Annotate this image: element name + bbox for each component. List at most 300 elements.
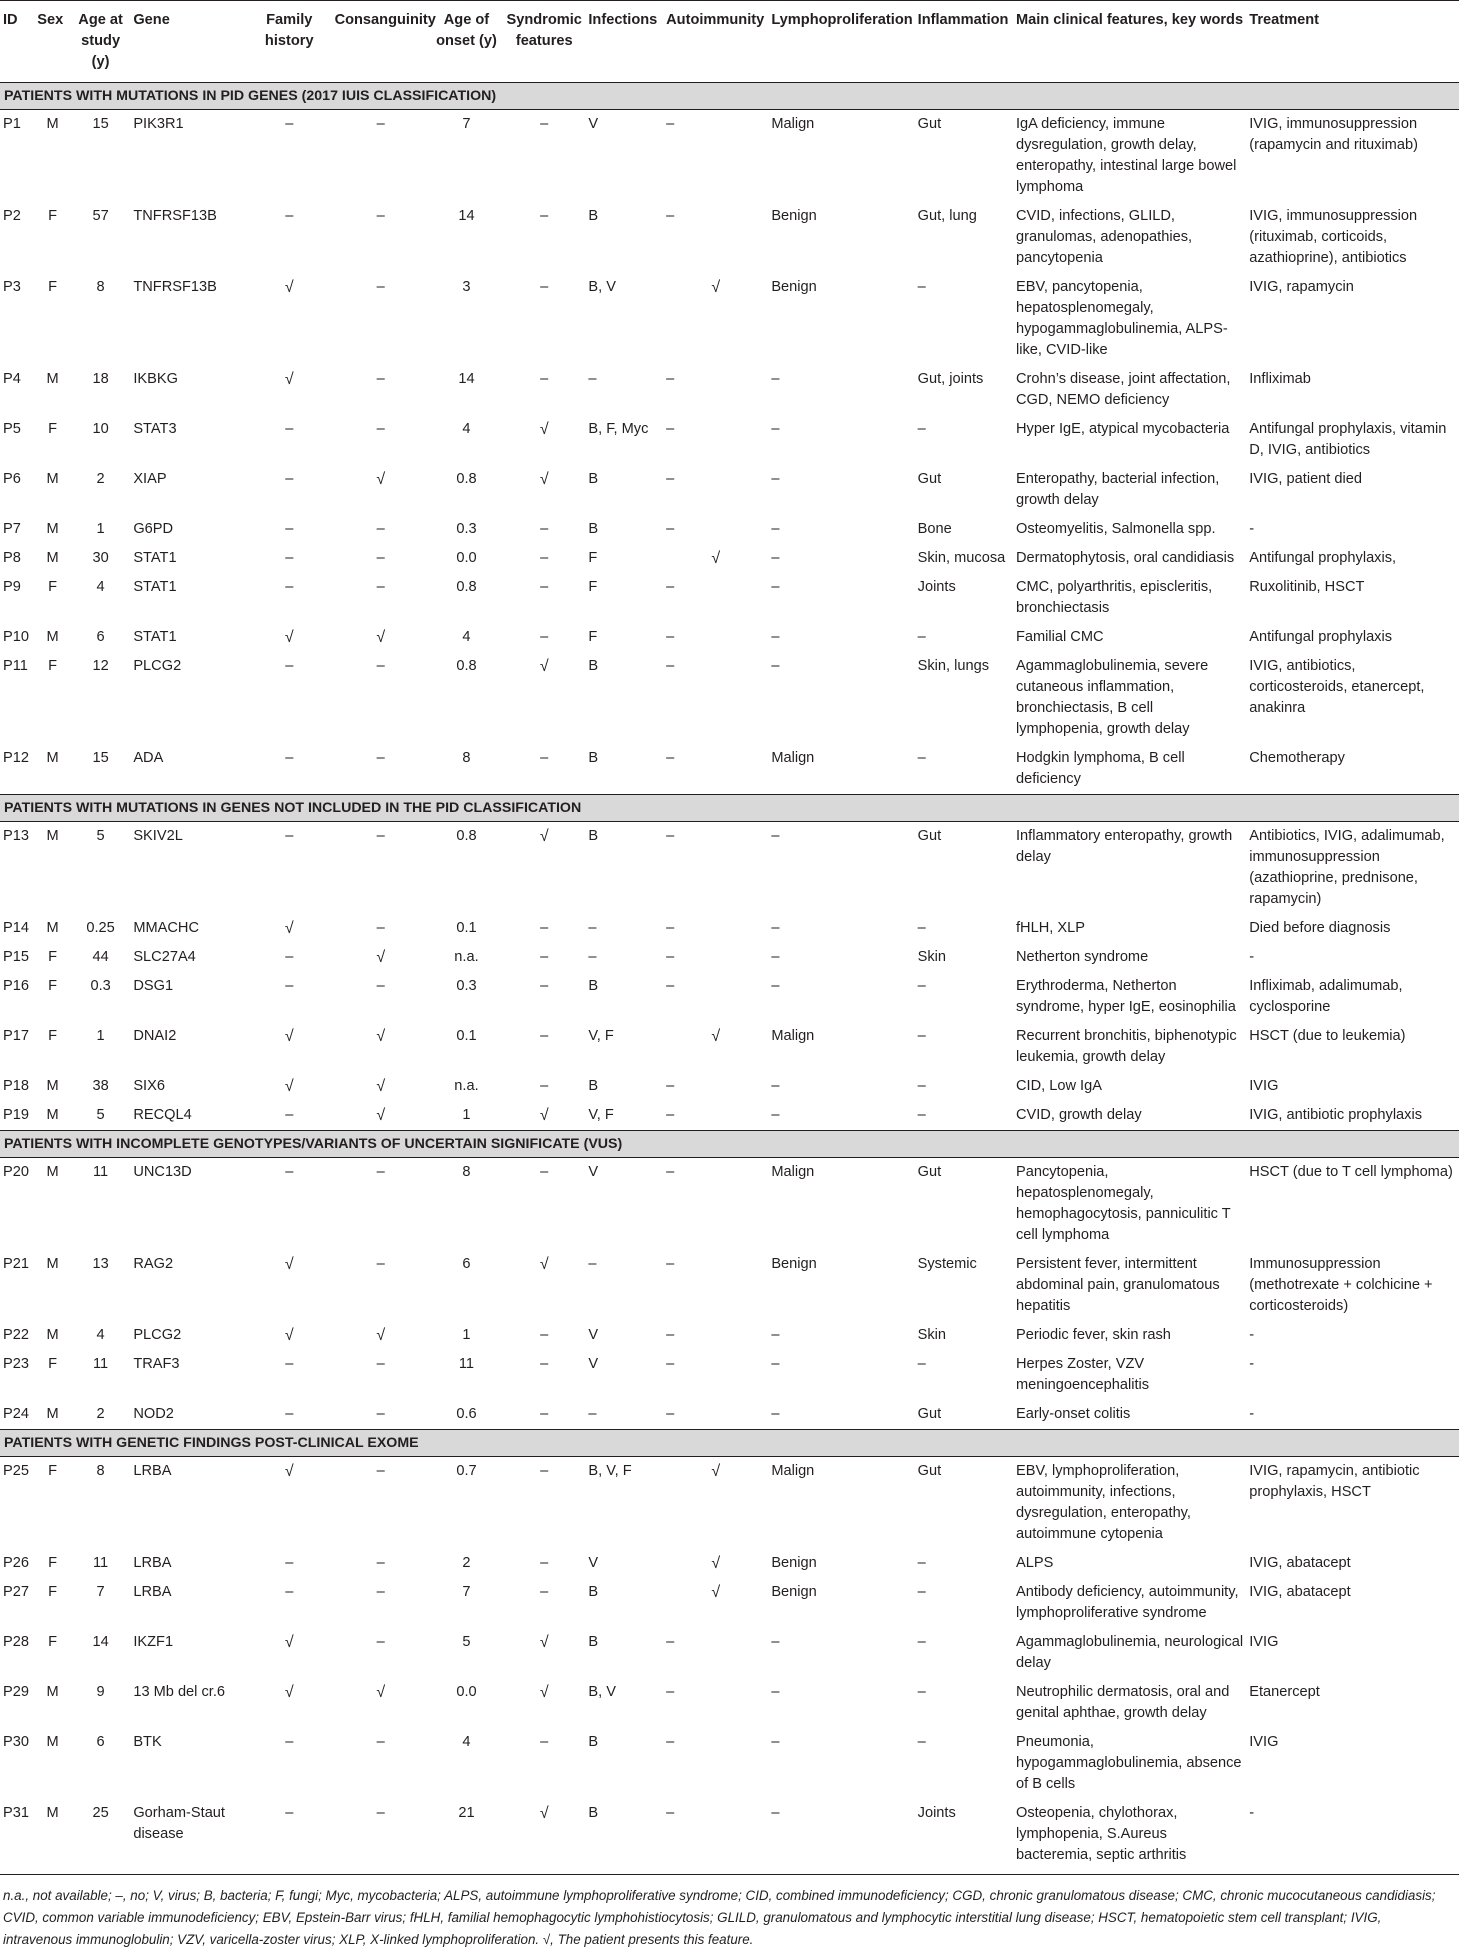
- cell-infections: –: [588, 920, 597, 936]
- cell-age-of-onset: 1: [462, 1327, 471, 1343]
- cell-infections: B: [588, 471, 599, 487]
- table-header: [0, 1, 1459, 83]
- cell-treatment: -: [1249, 949, 1255, 965]
- cell-age-at-study: 12: [92, 658, 109, 674]
- cell-id: P7: [3, 521, 21, 537]
- cell-age-of-onset: 1: [462, 1107, 471, 1123]
- cell-age-at-study: 30: [92, 550, 109, 566]
- cell-gene: PLCG2: [133, 1327, 182, 1343]
- table-row: [0, 1578, 1459, 1628]
- cell-treatment: IVIG, rapamycin, antibiotic prophylaxis, HSCT: [1249, 1463, 1420, 1500]
- cell-inflammation: Gut, lung: [917, 208, 977, 224]
- cell-gene: SLC27A4: [133, 949, 196, 965]
- cell-consanguinity: –: [376, 920, 385, 936]
- cell-main-clinical-features: Hyper IgE, atypical mycobacteria: [1015, 421, 1230, 437]
- cell-infections: B: [588, 750, 599, 766]
- section-header-row: [0, 83, 1459, 110]
- cell-family-history: –: [247, 1799, 332, 1875]
- cell-age-of-onset: 2: [462, 1555, 471, 1571]
- cell-family-history: √: [284, 1327, 294, 1344]
- cell-age-at-study: 14: [92, 1634, 109, 1650]
- cell-autoimmunity: –: [666, 471, 675, 487]
- cell-id: P14: [3, 920, 29, 936]
- cell-consanguinity: –: [376, 658, 385, 674]
- cell-id: P22: [3, 1327, 29, 1343]
- cell-id: P16: [3, 978, 29, 994]
- cell-consanguinity: –: [376, 371, 385, 387]
- cell-gene: XIAP: [133, 471, 167, 487]
- cell-infections: B: [585, 1799, 663, 1875]
- cell-lymphoproliferation: –: [771, 658, 780, 674]
- cell-syndromic-features: –: [540, 1463, 549, 1479]
- cell-syndromic-features: –: [540, 978, 549, 994]
- cell-syndromic-features: –: [540, 521, 549, 537]
- cell-sex: M: [46, 920, 59, 936]
- cell-main-clinical-features: CVID, infections, GLILD, granulomas, adenopathies, pancytopenia: [1015, 208, 1193, 266]
- cell-treatment: HSCT (due to T cell lymphoma): [1249, 1164, 1453, 1180]
- cell-age-at-study: 8: [96, 279, 105, 295]
- cell-consanguinity: –: [376, 1463, 385, 1479]
- cell-main-clinical-features: CID, Low IgA: [1015, 1078, 1102, 1094]
- cell-id: P5: [3, 421, 21, 437]
- cell-age-at-study: 11: [93, 1164, 109, 1180]
- cell-gene: PLCG2: [133, 658, 182, 674]
- cell-infections: B: [588, 521, 599, 537]
- cell-main-clinical-features: Inflammatory enteropathy, growth delay: [1015, 828, 1233, 865]
- cell-age-of-onset: 0.3: [456, 521, 477, 537]
- cell-sex: F: [48, 208, 58, 224]
- cell-syndromic-features: –: [540, 920, 549, 936]
- cell-id: P11: [3, 658, 28, 674]
- cell-age-of-onset: 4: [462, 1734, 471, 1750]
- cell-family-history: √: [284, 920, 294, 937]
- cell-infections: B: [588, 1584, 599, 1600]
- cell-gene: MMACHC: [133, 920, 199, 936]
- table-row: [0, 1072, 1459, 1101]
- cell-lymphoproliferation: –: [771, 920, 780, 936]
- cell-autoimmunity: –: [666, 828, 675, 844]
- header-infections: Infections: [585, 1, 663, 83]
- cell-treatment: Antifungal prophylaxis, vitamin D, IVIG, antibiotics: [1249, 421, 1447, 458]
- cell-family-history: –: [285, 116, 294, 132]
- cell-treatment: IVIG, immunosuppression (rapamycin and rituximab): [1249, 116, 1418, 153]
- cell-age-at-study: 1: [96, 521, 105, 537]
- cell-main-clinical-features: Herpes Zoster, VZV meningoencephalitis: [1015, 1356, 1150, 1393]
- cell-autoimmunity: –: [666, 629, 675, 645]
- cell-gene: STAT1: [133, 629, 177, 645]
- cell-lymphoproliferation: –: [771, 579, 780, 595]
- table-row: [0, 465, 1459, 515]
- table-body: [0, 83, 1459, 1875]
- cell-lymphoproliferation: –: [771, 1684, 780, 1700]
- cell-infections: V, F: [588, 1028, 614, 1044]
- cell-autoimmunity: –: [666, 116, 675, 132]
- cell-age-at-study: 25: [71, 1799, 130, 1875]
- cell-autoimmunity: –: [666, 421, 675, 437]
- cell-autoimmunity: –: [666, 1734, 675, 1750]
- section-title: PATIENTS WITH MUTATIONS IN PID GENES (2017 IUIS CLASSIFICATION): [0, 83, 1459, 110]
- cell-lymphoproliferation: Malign: [771, 750, 815, 766]
- cell-id: P24: [3, 1406, 29, 1422]
- cell-family-history: –: [285, 1107, 294, 1123]
- cell-age-at-study: 5: [96, 828, 105, 844]
- cell-family-history: –: [285, 1164, 294, 1180]
- cell-age-of-onset: 0.0: [456, 550, 477, 566]
- cell-consanguinity: –: [376, 1734, 385, 1750]
- cell-main-clinical-features: Pneumonia, hypogammaglobulinemia, absence of B cells: [1015, 1734, 1242, 1792]
- cell-treatment: Antifungal prophylaxis: [1249, 629, 1393, 645]
- cell-family-history: –: [285, 1406, 294, 1422]
- cell-lymphoproliferation: –: [771, 1078, 780, 1094]
- cell-age-of-onset: 8: [462, 750, 471, 766]
- table-footnote: n.a., not available; –, no; V, virus; B, bacteria; F, fungi; Myc, mycobacteria; ALPS, autoimmune lymphoproliferative syndrome; CID, combined immunodeficiency; CGD, chronic granulomatous disease; CMC, chronic mucocutaneous candidiasis; CVID, common variable immunodeficiency; EBV, Epstein-Barr virus; fHLH, familial hemophagocytic lymphohistiocytosis; GLILD, granulomatous and lymphocytic interstitial lung disease; HSCT, hematopoietic stem cell transplant; IVIG, intravenous immunoglobulin; VZV, varicella-zoster virus; XLP, X-linked lymphoproliferation. √, The patient presents this feature.: [3, 1888, 1436, 1947]
- cell-gene: SKIV2L: [133, 828, 183, 844]
- cell-consanguinity: –: [376, 978, 385, 994]
- cell-gene: LRBA: [133, 1555, 172, 1571]
- cell-consanguinity: –: [376, 208, 385, 224]
- cell-sex: M: [46, 1684, 59, 1700]
- cell-main-clinical-features: Hodgkin lymphoma, B cell deficiency: [1015, 750, 1185, 787]
- cell-gene: RECQL4: [133, 1107, 192, 1123]
- cell-lymphoproliferation: –: [771, 1406, 780, 1422]
- cell-syndromic-features: –: [540, 1734, 549, 1750]
- cell-id: P19: [3, 1107, 29, 1123]
- cell-inflammation: –: [917, 629, 926, 645]
- cell-id: P4: [3, 371, 21, 387]
- cell-autoimmunity: –: [666, 579, 675, 595]
- cell-sex: M: [46, 521, 59, 537]
- cell-consanguinity: √: [376, 1028, 386, 1045]
- cell-family-history: √: [284, 1078, 294, 1095]
- cell-main-clinical-features: Crohn’s disease, joint affectation, CGD, NEMO deficiency: [1015, 371, 1231, 408]
- cell-autoimmunity: –: [666, 658, 675, 674]
- cell-lymphoproliferation: –: [771, 828, 780, 844]
- cell-infections: F: [588, 550, 598, 566]
- cell-autoimmunity: –: [666, 1256, 675, 1272]
- cell-inflammation: Gut, joints: [917, 371, 984, 387]
- cell-gene: LRBA: [133, 1463, 172, 1479]
- cell-treatment: Infliximab, adalimumab, cyclosporine: [1249, 978, 1403, 1015]
- cell-syndromic-features: –: [540, 750, 549, 766]
- table-row: [0, 273, 1459, 365]
- cell-age-at-study: 8: [96, 1463, 105, 1479]
- cell-sex: M: [46, 1164, 59, 1180]
- cell-sex: F: [48, 1356, 58, 1372]
- cell-consanguinity: –: [376, 750, 385, 766]
- cell-family-history: –: [285, 828, 294, 844]
- cell-infections: B: [588, 208, 599, 224]
- cell-sex: M: [46, 1078, 59, 1094]
- cell-id: P13: [3, 828, 29, 844]
- cell-sex: F: [48, 1463, 58, 1479]
- cell-consanguinity: –: [376, 279, 385, 295]
- cell-age-at-study: 6: [96, 1734, 105, 1750]
- cell-family-history: √: [284, 1684, 294, 1701]
- cell-autoimmunity: –: [666, 920, 675, 936]
- cell-family-history: –: [285, 421, 294, 437]
- cell-id: P1: [3, 116, 21, 132]
- section-header-row: [0, 1131, 1459, 1158]
- cell-autoimmunity: –: [666, 949, 675, 965]
- cell-treatment: IVIG, antibiotics, corticosteroids, etanercept, anakinra: [1249, 658, 1425, 716]
- cell-age-of-onset: 5: [462, 1634, 471, 1650]
- cell-family-history: –: [285, 579, 294, 595]
- cell-sex: F: [48, 421, 58, 437]
- cell-lymphoproliferation: –: [771, 471, 780, 487]
- header-syndromic-features: Syndromic features: [503, 1, 585, 83]
- cell-autoimmunity: –: [666, 1164, 675, 1180]
- cell-autoimmunity: –: [666, 1327, 675, 1343]
- cell-sex: M: [46, 828, 59, 844]
- cell-age-at-study: 0.3: [90, 978, 111, 994]
- cell-autoimmunity: –: [666, 521, 675, 537]
- cell-age-at-study: 0.25: [86, 920, 115, 936]
- cell-inflammation: Joints: [917, 579, 956, 595]
- cell-consanguinity: √: [376, 949, 386, 966]
- cell-age-of-onset: 4: [462, 421, 471, 437]
- cell-inflammation: –: [917, 1634, 926, 1650]
- cell-main-clinical-features: fHLH, XLP: [1015, 920, 1085, 936]
- cell-sex: M: [46, 1406, 59, 1422]
- cell-age-at-study: 57: [92, 208, 109, 224]
- cell-consanguinity: –: [376, 1406, 385, 1422]
- cell-lymphoproliferation: Malign: [771, 116, 815, 132]
- cell-lymphoproliferation: –: [771, 949, 780, 965]
- cell-lymphoproliferation: –: [771, 1107, 780, 1123]
- cell-infections: B, F, Myc: [588, 421, 649, 437]
- cell-main-clinical-features: EBV, pancytopenia, hepatosplenomegaly, hypogammaglobulinemia, ALPS-like, CVID-like: [1015, 279, 1228, 358]
- table-row: [0, 1350, 1459, 1400]
- cell-lymphoproliferation: –: [771, 978, 780, 994]
- cell-treatment: -: [1246, 1799, 1459, 1875]
- cell-syndromic-features: √: [539, 828, 549, 845]
- cell-age-of-onset: 0.1: [456, 920, 477, 936]
- cell-syndromic-features: –: [540, 1028, 549, 1044]
- cell-treatment: Antifungal prophylaxis,: [1249, 550, 1397, 566]
- cell-syndromic-features: –: [540, 208, 549, 224]
- cell-id: P10: [3, 629, 29, 645]
- cell-family-history: –: [285, 978, 294, 994]
- cell-lymphoproliferation: –: [771, 550, 780, 566]
- cell-syndromic-features: –: [540, 1356, 549, 1372]
- cell-id: P17: [3, 1028, 29, 1044]
- table-row: [0, 1158, 1459, 1251]
- cell-sex: M: [46, 1327, 59, 1343]
- cell-main-clinical-features: IgA deficiency, immune dysregulation, growth delay, enteropathy, intestinal large bowel lymphoma: [1015, 116, 1237, 195]
- cell-sex: M: [46, 750, 59, 766]
- cell-age-of-onset: 6: [462, 1256, 471, 1272]
- cell-infections: V, F: [588, 1107, 614, 1123]
- cell-consanguinity: –: [376, 1356, 385, 1372]
- cell-age-at-study: 5: [96, 1107, 105, 1123]
- cell-lymphoproliferation: Malign: [771, 1028, 815, 1044]
- cell-lymphoproliferation: Benign: [771, 208, 817, 224]
- cell-id: P12: [3, 750, 29, 766]
- cell-consanguinity: –: [376, 579, 385, 595]
- cell-autoimmunity: –: [666, 1684, 675, 1700]
- cell-treatment: -: [1249, 1327, 1255, 1343]
- section-header-row: [0, 795, 1459, 822]
- cell-family-history: –: [285, 550, 294, 566]
- table-row: [0, 1400, 1459, 1430]
- cell-id: P21: [3, 1256, 29, 1272]
- cell-lymphoproliferation: –: [771, 1734, 780, 1750]
- cell-sex: F: [48, 1028, 58, 1044]
- cell-age-at-study: 2: [96, 1406, 105, 1422]
- cell-main-clinical-features: Familial CMC: [1015, 629, 1104, 645]
- cell-sex: F: [48, 978, 58, 994]
- cell-consanguinity: –: [376, 1634, 385, 1650]
- cell-lymphoproliferation: –: [771, 371, 780, 387]
- cell-syndromic-features: √: [539, 1256, 549, 1273]
- cell-main-clinical-features: Osteomyelitis, Salmonella spp.: [1015, 521, 1216, 537]
- cell-infections: –: [588, 1406, 597, 1422]
- table-row: [0, 1321, 1459, 1350]
- cell-treatment: IVIG: [1249, 1734, 1279, 1750]
- cell-sex: M: [34, 1799, 71, 1875]
- cell-gene: G6PD: [133, 521, 174, 537]
- cell-sex: M: [46, 1107, 59, 1123]
- cell-age-at-study: 11: [93, 1356, 109, 1372]
- cell-inflammation: –: [917, 1555, 926, 1571]
- cell-gene: TNFRSF13B: [133, 208, 217, 224]
- cell-inflammation: –: [917, 1028, 926, 1044]
- cell-main-clinical-features: Antibody deficiency, autoimmunity, lymphoproliferative syndrome: [1015, 1584, 1239, 1621]
- cell-treatment: IVIG, abatacept: [1249, 1584, 1351, 1600]
- header-autoimmunity: Autoimmunity: [663, 1, 768, 83]
- cell-age-of-onset: n.a.: [454, 949, 479, 965]
- cell-lymphoproliferation: –: [771, 521, 780, 537]
- cell-main-clinical-features: Early-onset colitis: [1015, 1406, 1131, 1422]
- cell-syndromic-features: –: [540, 1164, 549, 1180]
- cell-consanguinity: √: [376, 629, 386, 646]
- cell-treatment: IVIG: [1249, 1634, 1279, 1650]
- cell-gene: Gorham-Staut disease: [130, 1799, 247, 1875]
- cell-lymphoproliferation: Benign: [771, 1555, 817, 1571]
- cell-consanguinity: –: [376, 116, 385, 132]
- cell-autoimmunity: √: [711, 1584, 721, 1601]
- table-row: [0, 822, 1459, 915]
- cell-gene: BTK: [133, 1734, 162, 1750]
- cell-treatment: HSCT (due to leukemia): [1249, 1028, 1406, 1044]
- cell-lymphoproliferation: –: [771, 629, 780, 645]
- cell-treatment: Etanercept: [1249, 1684, 1320, 1700]
- header-inflammation: Inflammation: [915, 1, 1013, 83]
- section-title: PATIENTS WITH MUTATIONS IN GENES NOT INCLUDED IN THE PID CLASSIFICATION: [0, 795, 1459, 822]
- cell-lymphoproliferation: –: [771, 1356, 780, 1372]
- cell-main-clinical-features: Agammaglobulinemia, severe cutaneous inflammation, bronchiectasis, B cell lymphopenia, growth delay: [1015, 658, 1209, 737]
- header-sex: Sex: [34, 1, 71, 83]
- cell-family-history: √: [284, 371, 294, 388]
- cell-lymphoproliferation: Benign: [771, 1584, 817, 1600]
- table-row: [0, 1101, 1459, 1131]
- cell-gene: ADA: [133, 750, 164, 766]
- cell-sex: M: [46, 629, 59, 645]
- cell-autoimmunity: –: [666, 1356, 675, 1372]
- cell-age-at-study: 7: [96, 1584, 105, 1600]
- cell-syndromic-features: √: [503, 1799, 585, 1875]
- cell-syndromic-features: √: [539, 658, 549, 675]
- cell-family-history: √: [284, 1028, 294, 1045]
- table-row: [0, 573, 1459, 623]
- cell-inflammation: Gut: [917, 1164, 942, 1180]
- cell-inflammation: Joints: [915, 1799, 1013, 1875]
- cell-id: P6: [3, 471, 21, 487]
- cell-lymphoproliferation: Malign: [771, 1164, 815, 1180]
- table-row: [0, 972, 1459, 1022]
- cell-age-of-onset: 7: [462, 1584, 471, 1600]
- cell-consanguinity: √: [376, 1684, 386, 1701]
- cell-gene: LRBA: [133, 1584, 172, 1600]
- cell-sex: M: [46, 1734, 59, 1750]
- cell-consanguinity: –: [376, 521, 385, 537]
- cell-family-history: –: [285, 1584, 294, 1600]
- cell-gene: DSG1: [133, 978, 174, 994]
- table-row: [0, 110, 1459, 203]
- cell-syndromic-features: –: [540, 1327, 549, 1343]
- table-row: [0, 914, 1459, 943]
- cell-treatment: IVIG, patient died: [1249, 471, 1363, 487]
- cell-age-at-study: 9: [96, 1684, 105, 1700]
- cell-autoimmunity: √: [711, 550, 721, 567]
- cell-id: P9: [3, 579, 21, 595]
- cell-inflammation: –: [917, 421, 926, 437]
- cell-main-clinical-features: Pancytopenia, hepatosplenomegaly, hemophagocytosis, panniculitic T cell lymphoma: [1015, 1164, 1231, 1243]
- cell-main-clinical-features: Periodic fever, skin rash: [1015, 1327, 1171, 1343]
- cell-inflammation: –: [917, 1356, 926, 1372]
- cell-age-of-onset: 0.8: [456, 579, 477, 595]
- cell-inflammation: Gut: [917, 1406, 942, 1422]
- cell-age-at-study: 13: [92, 1256, 109, 1272]
- cell-family-history: √: [284, 1463, 294, 1480]
- cell-inflammation: Gut: [917, 471, 942, 487]
- table-row: [0, 202, 1459, 273]
- cell-sex: M: [46, 471, 59, 487]
- table-row: [0, 1728, 1459, 1799]
- cell-gene: STAT1: [133, 550, 177, 566]
- cell-family-history: –: [285, 949, 294, 965]
- cell-sex: F: [48, 1634, 58, 1650]
- cell-family-history: √: [284, 1634, 294, 1651]
- cell-infections: V: [588, 1356, 599, 1372]
- cell-infections: B: [588, 658, 599, 674]
- header-age-at-study: Age at study (y): [71, 1, 130, 83]
- cell-id: P20: [3, 1164, 29, 1180]
- cell-inflammation: –: [917, 279, 926, 295]
- cell-autoimmunity: –: [666, 750, 675, 766]
- table-row: [0, 1457, 1459, 1550]
- cell-syndromic-features: –: [540, 1555, 549, 1571]
- cell-age-at-study: 4: [96, 1327, 105, 1343]
- cell-inflammation: Bone: [917, 521, 952, 537]
- cell-consanguinity: –: [376, 421, 385, 437]
- cell-treatment: -: [1249, 1406, 1255, 1422]
- cell-main-clinical-features: Neutrophilic dermatosis, oral and genital aphthae, growth delay: [1015, 1684, 1230, 1721]
- cell-treatment: IVIG: [1249, 1078, 1279, 1094]
- cell-gene: UNC13D: [133, 1164, 192, 1180]
- cell-age-of-onset: 0.7: [456, 1463, 477, 1479]
- cell-id: P23: [3, 1356, 29, 1372]
- cell-age-of-onset: 0.3: [456, 978, 477, 994]
- cell-age-at-study: 44: [92, 949, 109, 965]
- cell-id: P30: [3, 1734, 29, 1750]
- cell-autoimmunity: –: [666, 1634, 675, 1650]
- cell-age-of-onset: 0.6: [456, 1406, 477, 1422]
- cell-gene: NOD2: [133, 1406, 174, 1422]
- cell-autoimmunity: √: [711, 1463, 721, 1480]
- table-row: [0, 1678, 1459, 1728]
- cell-sex: F: [48, 1584, 58, 1600]
